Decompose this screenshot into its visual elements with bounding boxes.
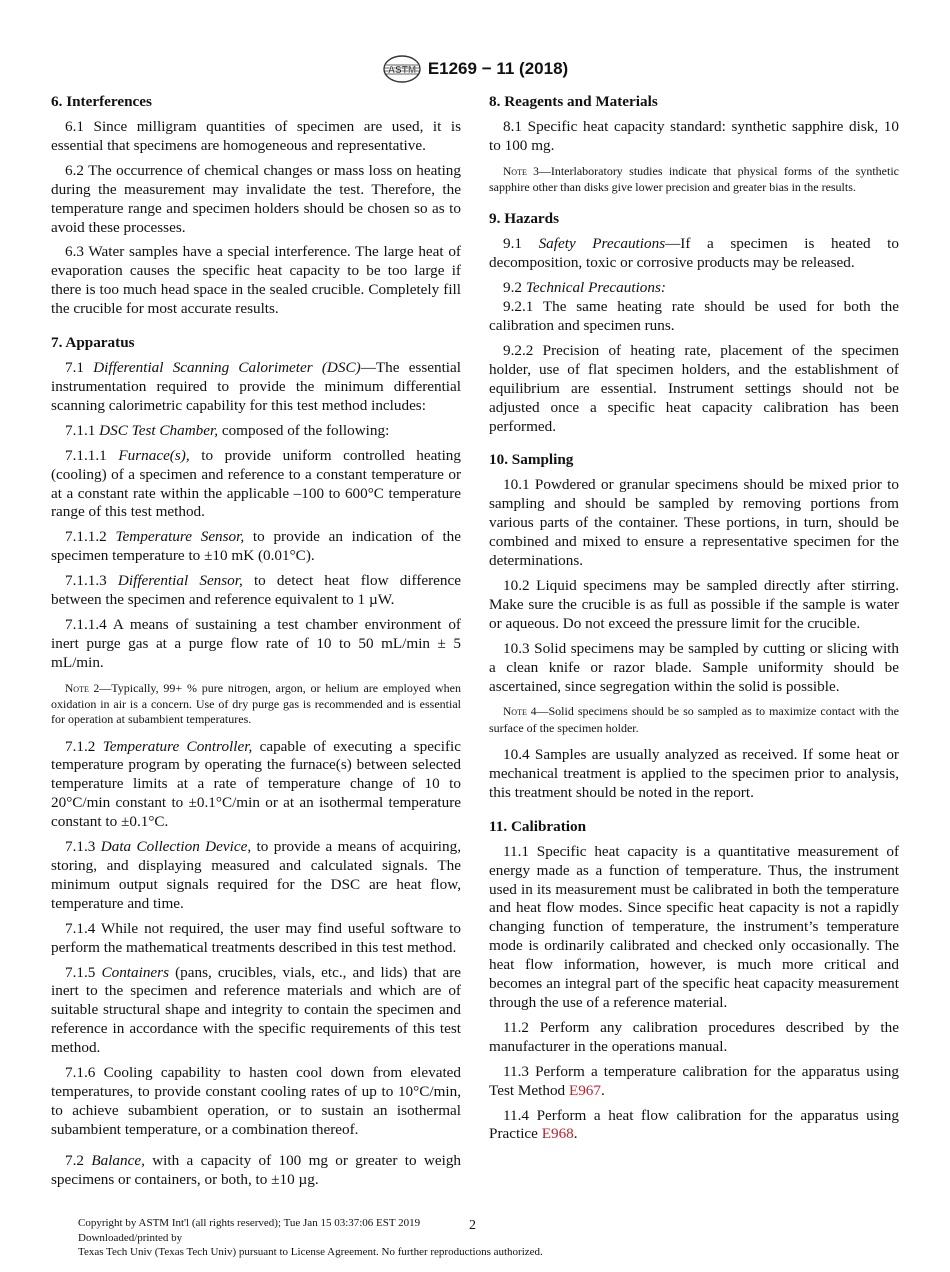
para-7-1-6: 7.1.6 Cooling capability to hasten cool down from elevated temperatures, to provide constant cooling rates of up to 10°C/min, to achieve subambient operation, or to sustain an isothermal subambient temperature, or a combination thereof. — [51, 1064, 461, 1138]
para-10-4: 10.4 Samples are usually analyzed as received. If some heat or mechanical treatment is applied to the specimen prior to analysis, this treatment should be noted in the report. — [489, 746, 899, 801]
para-6-1: 6.1 Since milligram quantities of specimen are used, it is essential that specimens are homogeneous and representative. — [51, 118, 461, 154]
section-10-title: 10. Sampling — [489, 451, 574, 469]
para-6-2: 6.2 The occurrence of chemical changes or mass loss on heating during the measurement may invalidate the test. Therefore, the temperature range and specimen holders should be chosen so as to avoid these processes. — [51, 161, 461, 236]
para-7-1-3: 7.1.3 Data Collection Device, to provide a means of acquiring, storing, and displaying measured and calculated signals. The minimum output signals required for the DSC are heat flow, temperature and time. — [51, 838, 461, 912]
para-10-3: 10.3 Solid specimens may be sampled by cutting or slicing with a clean knife or razor blade. Sample uniformity should be ascertained, since segregation within the solid is possible. — [489, 639, 899, 695]
section-11-title: 11. Calibration — [489, 817, 587, 835]
page-number: 2 — [469, 1218, 476, 1233]
note-2: Note 2—Typically, 99+ % pure nitrogen, argon, or helium are employed when oxidation in air is a concern. Use of dry purge gas is recommended and is essential for operation at subambient temperatures. — [51, 680, 461, 727]
para-9-2-1: 9.2.1 The same heating rate should be used for both the calibration and specimen runs. — [489, 298, 899, 335]
footer-line-1: Copyright by ASTM Int'l (all rights reserved); Tue Jan 15 03:37:06 EST 2019 — [78, 1217, 421, 1229]
para-7-1-4: 7.1.4 While not required, the user may find useful software to perform the mathematical treatments described in this test method. — [51, 919, 461, 956]
copyright-footer — [78, 1216, 878, 1260]
footer-line-2: Downloaded/printed by — [78, 1231, 183, 1244]
para-9-1: 9.1 Safety Precautions—If a specimen is heated to decomposition, toxic or corrosive products may be released. — [489, 235, 899, 272]
para-9-2-2: 9.2.2 Precision of heating rate, placement of the specimen holder, use of flat specimen holders, and the establishment of equilibrium are essential. Instrument settings should not be adjusted once a specific heat capacity calibration has been performed. — [489, 341, 899, 435]
logo-text: ASTM — [387, 65, 416, 76]
document-designation: E1269 − 11 (2018) — [427, 59, 569, 78]
para-7-1-1-4: 7.1.1.4 A means of sustaining a test chamber environment of inert purge gas at a purge flow rate of 10 to 50 mL/min ± 5 mL/min. — [51, 615, 461, 671]
para-7-1-5: 7.1.5 Containers (pans, crucibles, vials, etc., and lids) that are inert to the specimen and reference materials and which are of suitable structural shape and integrity to contain the specimen and reference in accordance with the specific requirements of this test method. — [51, 963, 462, 1057]
link-e968[interactable]: E968 — [541, 1125, 574, 1143]
para-7-1-1-2: 7.1.1.2 Temperature Sensor, to provide an indication of the specimen temperature to ±10 mK (0.01°C). — [51, 528, 462, 565]
para-10-1: 10.1 Powdered or granular specimens should be mixed prior to sampling and should be sampled by removing portions from various parts of the container. These portions, in turn, should be combined and mixed to ensure a representative specimen for the determinations. — [489, 476, 899, 570]
para-7-1: 7.1 Differential Scanning Calorimeter (DSC)—The essential instrumentation required to provide the minimum differential scanning calorimetric capability for this test method includes: — [51, 359, 461, 414]
para-10-2: 10.2 Liquid specimens may be sampled directly after stirring. Make sure the crucible is as full as possible if the sample is water or aqueous. Do not exceed the pressure limit for the crucible. — [489, 577, 899, 632]
note-3: Note 3—Interlaboratory studies indicate that physical forms of the synthetic sapphire other than disks give lower precision and greater bias in the results. — [489, 163, 899, 195]
para-7-2: 7.2 Balance, with a capacity of 100 mg or greater to weigh specimens or containers, or both, to ±10 µg. — [51, 1151, 462, 1188]
para-8-1: 8.1 Specific heat capacity standard: synthetic sapphire disk, 10 to 100 mg. — [489, 118, 899, 154]
section-8-title: 8. Reagents and Materials — [489, 93, 658, 110]
left-column — [51, 92, 461, 1195]
para-7-1-1-1: 7.1.1.1 Furnace(s), to provide uniform controlled heating (cooling) of a specimen and reference to a constant temperature or at a constant rate within the applicable –100 to 600°C temperature range of this test method. — [51, 446, 461, 521]
para-6-3: 6.3 Water samples have a special interference. The large heat of evaporation causes the specific heat capacity to be too large if there is too much head space in the sealed crucible. Completely fill the crucible for most accurate results. — [51, 243, 461, 318]
right-column — [489, 92, 899, 1150]
footer-line-3: Texas Tech Univ (Texas Tech Univ) pursuant to License Agreement. No further reproductions authorized. — [78, 1246, 543, 1258]
para-11-4: 11.4 Perform a heat flow calibration for the apparatus using Practice E968. — [489, 1106, 899, 1143]
para-7-1-2: 7.1.2 Temperature Controller, capable of executing a specific temperature program by operating the furnace(s) between selected temperature limits at a rate of temperature change of 10 to 20°C/min constant to ±0.1°C/min or at an isothermal temperature constant to ±0.1°C. — [51, 737, 461, 831]
para-9-2: 9.2 Technical Precautions: — [503, 279, 666, 297]
astm-logo — [382, 54, 422, 84]
para-11-3: 11.3 Perform a temperature calibration for the apparatus using Test Method E967. — [489, 1062, 899, 1099]
para-11-2: 11.2 Perform any calibration procedures described by the manufacturer in the operations manual. — [489, 1018, 899, 1055]
page-header — [0, 54, 950, 84]
para-7-1-1-3: 7.1.1.3 Differential Sensor, to detect heat flow difference between the specimen and reference equivalent to 1 µW. — [51, 572, 461, 609]
section-6-title: 6. Interferences — [51, 93, 152, 110]
para-11-1: 11.1 Specific heat capacity is a quantitative measurement of energy made as a function of temperature. Thus, the instrument used in its measurement must be calibrated in both the temperature and heat flow modes. Since specific heat capacity is not a rapidly changing function of temperature, the instrument’s temperature mode is ordinarily calibrated and checked only occasionally. The heat flow information, however, is much more critical and becomes an integral part of the specific heat capacity measurement through the use of a reference material. — [489, 842, 899, 1011]
link-e967[interactable]: E967 — [568, 1081, 601, 1099]
para-7-1-1: 7.1.1 DSC Test Chamber, composed of the following: — [65, 421, 390, 439]
section-7-title: 7. Apparatus — [51, 334, 135, 352]
note-4: Note 4—Solid specimens should be so sampled as to maximize contact with the surface of the specimen holder. — [489, 704, 900, 735]
section-9-title: 9. Hazards — [489, 210, 560, 228]
